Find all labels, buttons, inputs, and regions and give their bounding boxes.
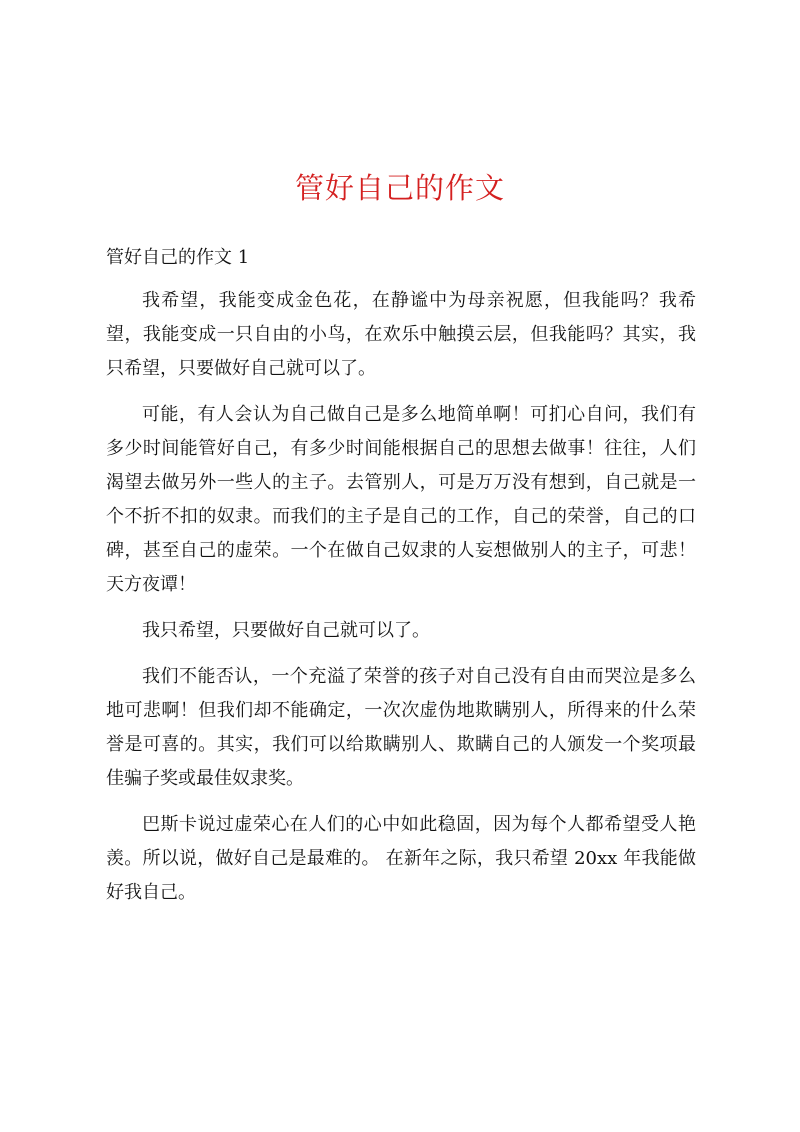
paragraph-2: 可能，有人会认为自己做自己是多么地简单啊！可扪心自问，我们有多少时间能管好自己，有多少时间能根据自己的思想去做事！往往，人们渴望去做另外一些人的主子。去管别人，可是万万没有想到，自己就是一个不折不扣的奴隶。而我们的主子是自己的工作，自己的荣誉，自己的口碑，甚至自己的虚荣。一个在做自己奴隶的人妄想做别人的主子，可悲！天方夜谭！ bbox=[106, 404, 696, 595]
paragraph-3: 我只希望，只要做好自己就可以了。 bbox=[142, 620, 430, 641]
section-heading: 管好自己的作文 1 bbox=[106, 247, 250, 268]
document-title: 管好自己的作文 bbox=[294, 171, 505, 205]
paragraph-4: 我们不能否认，一个充溢了荣誉的孩子对自己没有自由而哭泣是多么地可悲啊！但我们却不能确定，一次次虚伪地欺瞒别人，所得来的什么荣誉是可喜的。其实，我们可以给欺瞒别人、欺瞒自己的人颁发一个奖项最佳骗子奖或最佳奴隶奖。 bbox=[106, 666, 696, 789]
paragraph-1: 我希望，我能变成金色花，在静谧中为母亲祝愿，但我能吗？我希望，我能变成一只自由的小鸟，在欢乐中触摸云层，但我能吗？其实，我只希望，只要做好自己就可以了。 bbox=[106, 290, 696, 379]
paragraph-5: 巴斯卡说过虚荣心在人们的心中如此稳固，因为每个人都希望受人艳羡。所以说，做好自己是最难的。 在新年之际，我只希望 20xx 年我能做好我自己。 bbox=[106, 814, 696, 903]
document-body bbox=[106, 244, 696, 922]
